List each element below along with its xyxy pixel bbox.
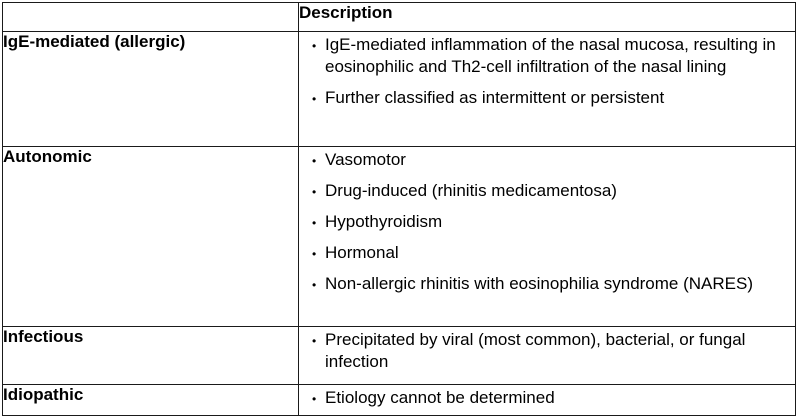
type-column-header xyxy=(3,3,299,32)
bullet-list xyxy=(299,327,795,377)
list-item: • Vasomotor xyxy=(312,149,787,171)
list-item: • Etiology cannot be determined xyxy=(312,387,787,409)
table-row xyxy=(3,146,796,326)
type-cell: Infectious xyxy=(3,326,299,384)
table-row xyxy=(3,31,796,146)
description-cell xyxy=(299,384,796,415)
description-cell xyxy=(299,326,796,384)
bullet-list xyxy=(299,32,795,113)
description-cell xyxy=(299,146,796,326)
type-cell: Autonomic xyxy=(3,146,299,326)
list-item: • Non-allergic rhinitis with eosinophilia syndrome (NARES) xyxy=(312,273,787,295)
list-item: • IgE-mediated inflammation of the nasal mucosa, resulting in eosinophilic and Th2-cell infiltration of the nasal lining xyxy=(312,34,787,78)
bullet-list xyxy=(299,147,795,299)
list-item: • Precipitated by viral (most common), bacterial, or fungal infection xyxy=(312,329,787,373)
list-item: • Hypothyroidism xyxy=(312,211,787,233)
type-cell: Idiopathic xyxy=(3,384,299,415)
rhinitis-classification-table xyxy=(2,2,796,416)
table-row xyxy=(3,326,796,384)
description-cell xyxy=(299,31,796,146)
bullet-list xyxy=(299,385,795,413)
description-column-header: Description xyxy=(299,3,796,32)
list-item: • Hormonal xyxy=(312,242,787,264)
type-cell: IgE-mediated (allergic) xyxy=(3,31,299,146)
table-row xyxy=(3,384,796,415)
list-item: • Drug-induced (rhinitis medicamentosa) xyxy=(312,180,787,202)
list-item: • Further classified as intermittent or persistent xyxy=(312,87,787,109)
table-header-row xyxy=(3,3,796,32)
